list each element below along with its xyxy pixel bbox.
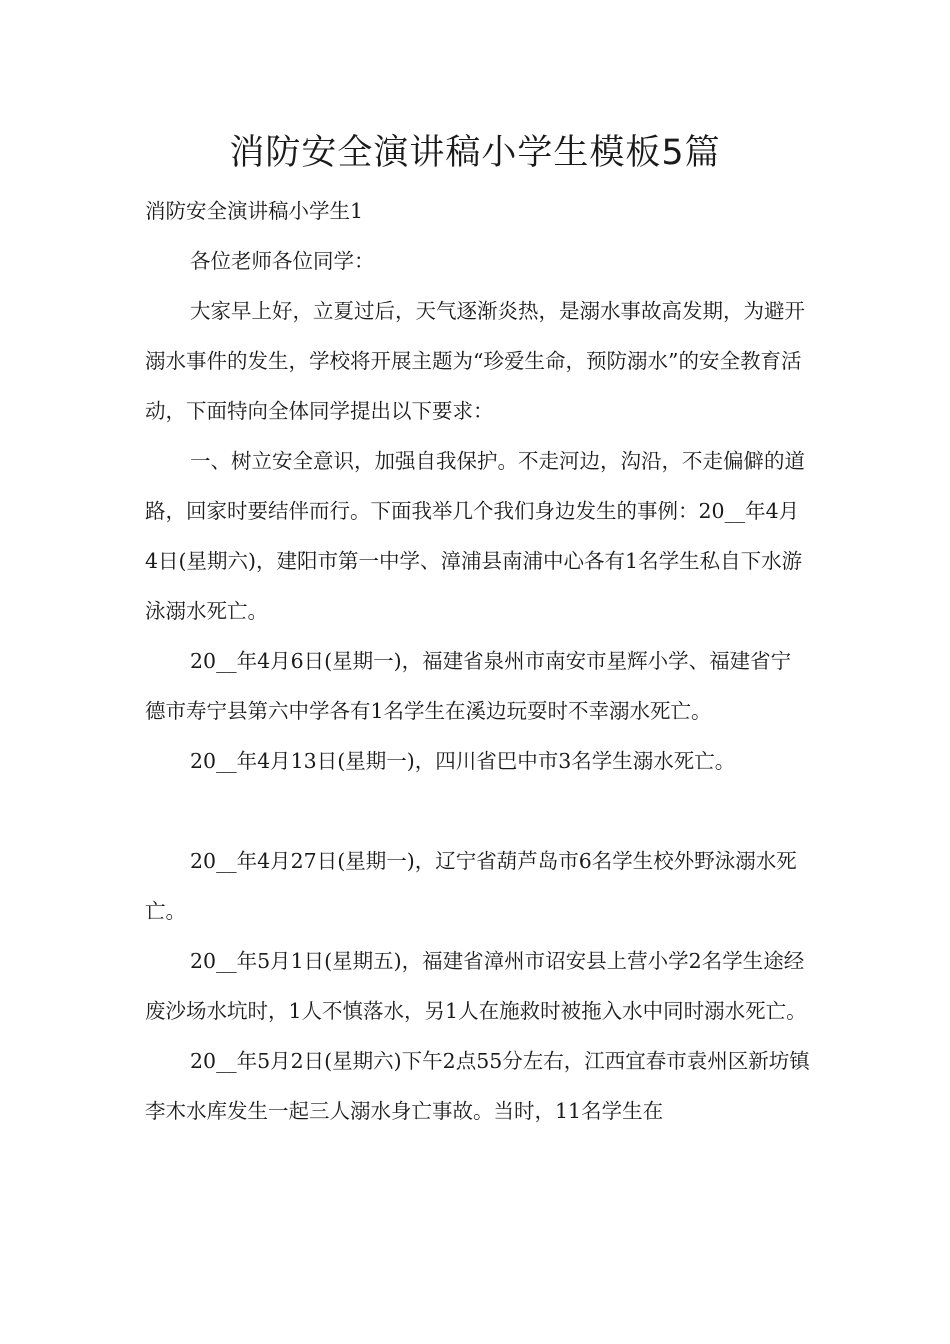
greeting-line: 各位老师各位同学： [190, 249, 375, 273]
paragraph-incident-apr27: 20__年4月27日(星期一)，辽宁省葫芦岛市6名学生校外野泳溺水死亡。 [145, 849, 797, 923]
section-heading: 消防安全演讲稿小学生1 [145, 199, 364, 223]
paragraph-intro: 大家早上好，立夏过后，天气逐渐炎热，是溺水事故高发期，为避开溺水事件的发生，学校将开展主题为“珍爱生命，预防溺水”的安全教育活动，下面特向全体同学提出以下要求： [145, 299, 805, 423]
paragraph-incident-apr6: 20__年4月6日(星期一)，福建省泉州市南安市星辉小学、福建省宁德市寿宁县第六中学各有1名学生在溪边玩耍时不幸溺水死亡。 [145, 649, 792, 723]
paragraph-incident-apr13: 20__年4月13日(星期一)，四川省巴中市3名学生溺水死亡。 [190, 749, 736, 773]
blank-line [145, 786, 810, 836]
paragraph-incident-may1: 20__年5月1日(星期五)，福建省漳州市诏安县上营小学2名学生途经废沙场水坑时，1人不慎落水，另1人在施救时被拖入水中同时溺水死亡。 [145, 949, 807, 1023]
paragraph-incident-may2: 20__年5月2日(星期六)下午2点55分左右，江西宜春市袁州区新坊镇李木水库发生一起三人溺水身亡事故。当时，11名学生在 [145, 1049, 810, 1123]
document-title: 消防安全演讲稿小学生模板5篇 [229, 133, 721, 173]
document-body [145, 186, 810, 1136]
paragraph-safety-awareness: 一、树立安全意识，加强自我保护。不走河边，沟沿，不走偏僻的道路，回家时要结伴而行。下面我举几个我们身边发生的事例：20__年4月4日(星期六)，建阳市第一中学、漳浦县南浦中心各有1名学生私自下水游泳溺水死亡。 [145, 449, 805, 623]
